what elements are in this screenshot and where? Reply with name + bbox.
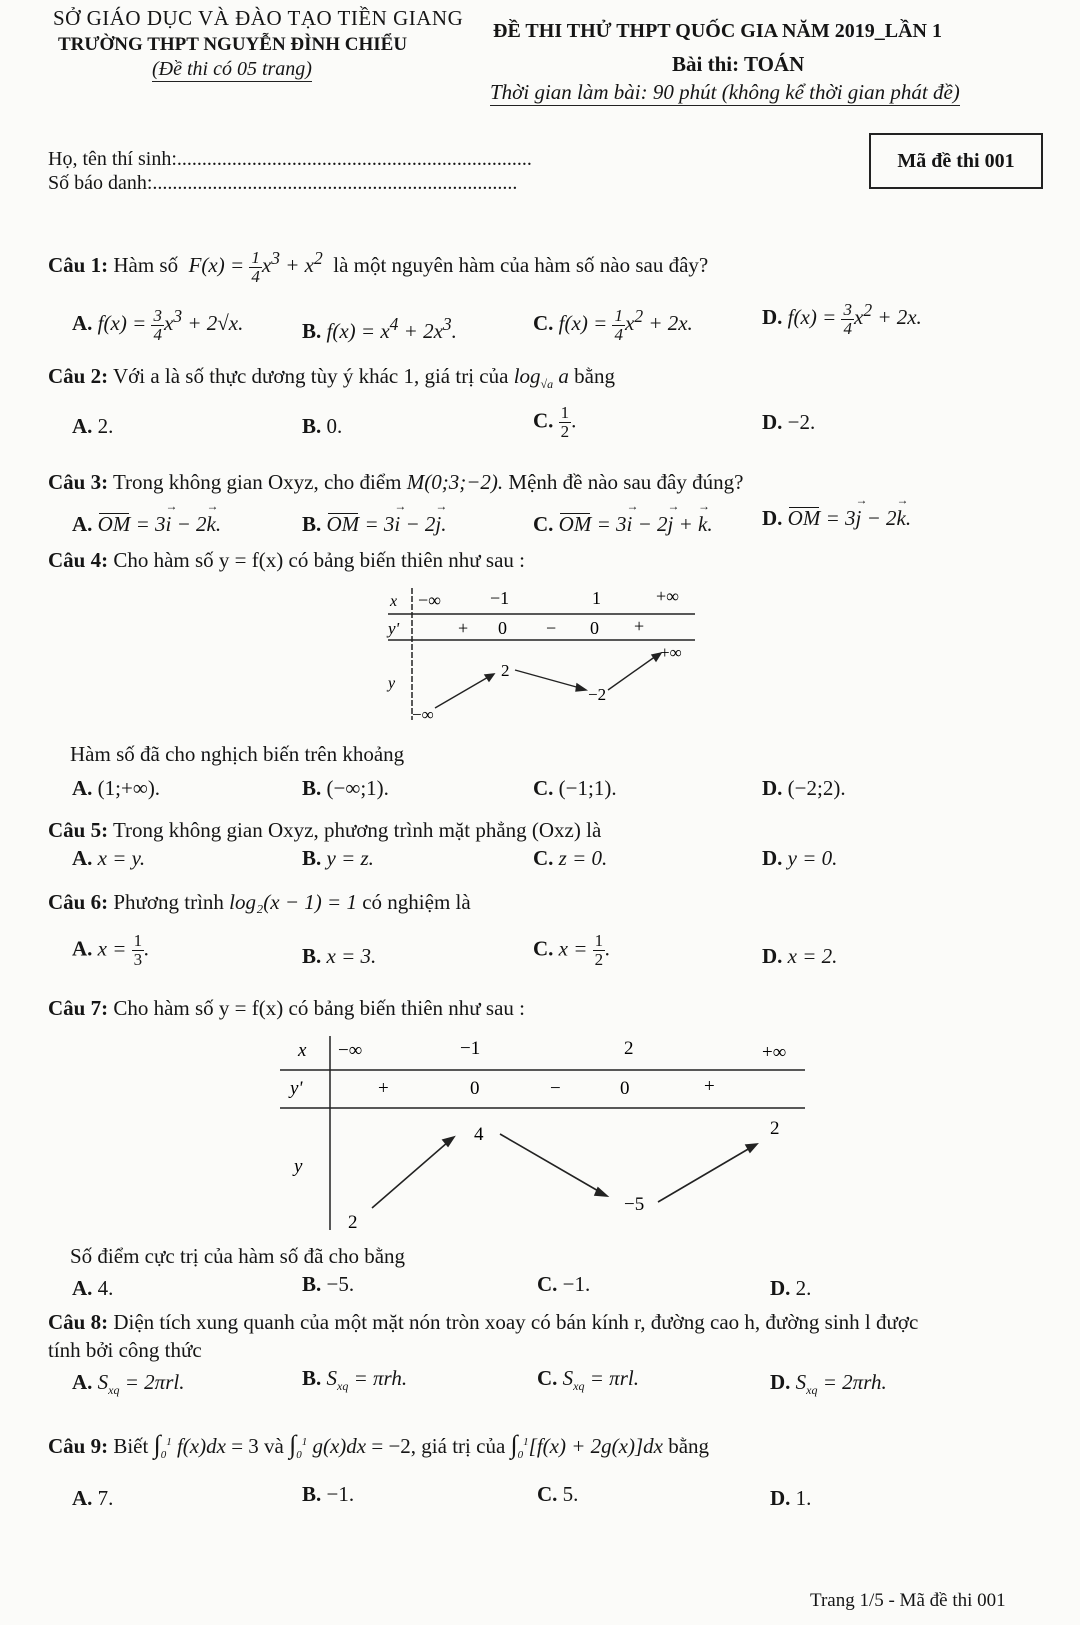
bbt-y-header: y bbox=[388, 675, 396, 692]
q9-option-b[interactable]: B. −1. bbox=[302, 1482, 355, 1506]
bbt-x-value: 1 bbox=[592, 588, 601, 608]
bbt-x-header: x bbox=[298, 1040, 307, 1061]
question-text: là một nguyên hàm của hàm số nào sau đây? bbox=[333, 253, 709, 277]
bbt-yp-header: y' bbox=[290, 1078, 303, 1099]
question-8-cont: tính bởi công thức bbox=[48, 1338, 202, 1362]
bbt-x-value: −1 bbox=[490, 588, 510, 608]
bbt-yp-zero: 0 bbox=[470, 1078, 480, 1099]
bbt-yp-zero: 0 bbox=[498, 618, 507, 638]
question-3: Câu 3: Trong không gian Oxyz, cho điểm M(0;3;−2). Mệnh đề nào sau đây đúng? bbox=[48, 470, 744, 494]
question-2: Câu 2: Với a là số thực dương tùy ý khác 1, giá trị của $\log_{√a} a$ bằng bbox=[48, 364, 615, 392]
q2-option-c[interactable]: C. $\frac{1}{2}$ . bbox=[533, 403, 577, 441]
q8-option-c[interactable]: C. $S_{xq} = \pi rl$. bbox=[537, 1366, 639, 1394]
variation-table-q4 bbox=[380, 582, 720, 730]
q1-option-b[interactable]: B. $f(x) = x^4 + 2x^3$. bbox=[302, 314, 457, 343]
page-footer: Trang 1/5 - Mã đề thi 001 bbox=[810, 1590, 1006, 1611]
q6-option-c[interactable]: C. x = $\frac{1}{2}$ . bbox=[533, 931, 611, 969]
variation-table-q7 bbox=[280, 1030, 810, 1235]
bbt-y-value: 4 bbox=[474, 1124, 484, 1145]
question-4: Câu 4: Cho hàm số y = f(x) có bảng biến thiên như sau : bbox=[48, 548, 525, 572]
question-5: Câu 5: Trong không gian Oxyz, phương trình mặt phẳng (Oxz) là bbox=[48, 818, 602, 842]
q1-option-a[interactable]: A. f(x) = $\frac{3}{4}$ $x^3 + 2√x$. bbox=[72, 305, 244, 344]
q6-option-a[interactable]: A. x = $\frac{1}{3}$ . bbox=[72, 931, 150, 969]
q4-option-c[interactable]: C. (−1;1). bbox=[533, 776, 617, 800]
q2-option-a[interactable]: A. 2. bbox=[72, 414, 114, 438]
bbt-x-value: +∞ bbox=[762, 1042, 787, 1063]
school-name: TRƯỜNG THPT NGUYỄN ĐÌNH CHIỂU bbox=[58, 34, 408, 55]
candidate-id-field: Số báo danh:......................................................................... bbox=[48, 172, 518, 194]
q8-option-a[interactable]: A. $S_{xq} = 2\pi rl$. bbox=[72, 1370, 185, 1398]
q7-option-a[interactable]: A. 4. bbox=[72, 1276, 114, 1300]
q7-option-d[interactable]: D. 2. bbox=[770, 1276, 812, 1300]
question-9: Câu 9: Biết $\int_0^1$ f(x)dx = 3 và $\int_0^1$ g(x)dx = −2, giá trị của $\int_0^1[f(x) + 2g(x)]dx$ bằng bbox=[48, 1430, 710, 1462]
q5-option-c[interactable]: C. z = 0. bbox=[533, 846, 608, 870]
exam-title: ĐỀ THI THỬ THPT QUỐC GIA NĂM 2019_LẦN 1 bbox=[493, 20, 942, 42]
formula: F(x) = $\frac{1}{4}$ $x^3 + x^2$ bbox=[183, 247, 323, 286]
bbt-yp-zero: 0 bbox=[590, 618, 599, 638]
bbt-yp-sign: + bbox=[458, 618, 469, 638]
candidate-name-field: Họ, tên thí sinh:....................................................................... bbox=[48, 148, 532, 170]
q9-option-c[interactable]: C. 5. bbox=[537, 1482, 579, 1506]
duration: Thời gian làm bài: 90 phút (không kể thời gian phát đề) bbox=[490, 80, 960, 104]
q6-option-b[interactable]: B. x = 3. bbox=[302, 944, 377, 968]
bbt-y-value: +∞ bbox=[660, 643, 682, 662]
q5-option-a[interactable]: A. x = y. bbox=[72, 846, 146, 870]
q6-option-d[interactable]: D. x = 2. bbox=[762, 944, 838, 968]
question-label: Câu 1: bbox=[48, 253, 109, 277]
question-6: Câu 6: Phương trình log₂(x − 1) = 1 có nghiệm là bbox=[48, 890, 471, 914]
bbt-y-value: −2 bbox=[588, 685, 607, 704]
q5-option-b[interactable]: B. y = z. bbox=[302, 846, 374, 870]
pages-note: (Đề thi có 05 trang) bbox=[152, 58, 312, 80]
department: SỞ GIÁO DỤC VÀ ĐÀO TẠO TIỀN GIANG bbox=[53, 6, 464, 30]
bbt-yp-sign: − bbox=[550, 1078, 561, 1099]
bbt-x-value: −∞ bbox=[418, 590, 441, 610]
bbt-yp-zero: 0 bbox=[620, 1078, 630, 1099]
q4-prompt: Hàm số đã cho nghịch biến trên khoảng bbox=[70, 742, 405, 766]
bbt-x-value: −∞ bbox=[338, 1040, 363, 1061]
question-7: Câu 7: Cho hàm số y = f(x) có bảng biến thiên như sau : bbox=[48, 996, 525, 1020]
bbt-x-value: 2 bbox=[624, 1038, 634, 1059]
bbt-yp-sign: + bbox=[704, 1076, 715, 1097]
bbt-yp-sign: + bbox=[378, 1078, 389, 1099]
bbt-y-value: 2 bbox=[770, 1118, 780, 1139]
q9-option-a[interactable]: A. 7. bbox=[72, 1486, 114, 1510]
question-1 bbox=[48, 248, 708, 286]
q3-option-d[interactable]: D. OM = 3→ j − 2→ k. bbox=[762, 506, 911, 531]
q7-option-c[interactable]: C. −1. bbox=[537, 1272, 591, 1296]
q2-option-b[interactable]: B. 0. bbox=[302, 414, 343, 438]
bbt-y-value: 2 bbox=[501, 661, 510, 680]
q4-option-a[interactable]: A. (1;+∞). bbox=[72, 776, 161, 800]
q1-option-c[interactable]: C. f(x) = $\frac{1}{4}$ $x^2 + 2x$. bbox=[533, 305, 693, 344]
q7-option-b[interactable]: B. −5. bbox=[302, 1272, 355, 1296]
question-8: Câu 8: Diện tích xung quanh của một mặt nón tròn xoay có bán kính r, đường cao h, đường sinh l được bbox=[48, 1310, 919, 1334]
bbt-yp-sign: + bbox=[634, 616, 645, 636]
bbt-yp-header: y' bbox=[388, 619, 400, 638]
bbt-x-value: +∞ bbox=[656, 586, 679, 606]
q3-option-b[interactable]: B. OM = 3→ i − 2→ j. bbox=[302, 512, 446, 537]
exam-code-box: Mã đề thi 001 bbox=[869, 133, 1043, 189]
q1-option-d[interactable]: D. f(x) = $\frac{3}{4}$ $x^2 + 2x$. bbox=[762, 299, 922, 338]
q5-option-d[interactable]: D. y = 0. bbox=[762, 846, 838, 870]
bbt-yp-sign: − bbox=[546, 618, 557, 638]
bbt-x-header: x bbox=[390, 593, 398, 610]
bbt-x-value: −1 bbox=[460, 1038, 481, 1059]
q8-option-d[interactable]: D. $S_{xq} = 2\pi rh$. bbox=[770, 1370, 887, 1398]
q4-option-d[interactable]: D. (−2;2). bbox=[762, 776, 846, 800]
bbt-y-value: 2 bbox=[348, 1212, 358, 1233]
bbt-y-value: −5 bbox=[624, 1194, 645, 1215]
q7-prompt: Số điểm cực trị của hàm số đã cho bằng bbox=[70, 1244, 406, 1268]
q9-option-d[interactable]: D. 1. bbox=[770, 1486, 812, 1510]
bbt-y-header: y bbox=[294, 1156, 303, 1177]
question-text: Hàm số bbox=[113, 253, 179, 277]
q4-option-b[interactable]: B. (−∞;1). bbox=[302, 776, 389, 800]
q2-option-d[interactable]: D. −2. bbox=[762, 410, 816, 434]
subject: Bài thi: TOÁN bbox=[672, 52, 805, 76]
bbt-y-value: −∞ bbox=[412, 705, 434, 724]
q8-option-b[interactable]: B. $S_{xq} = \pi rh$. bbox=[302, 1366, 408, 1394]
q3-option-c[interactable]: C. OM = 3→ i − 2→ j + → k. bbox=[533, 512, 713, 537]
q3-option-a[interactable]: A. OM = 3→ i − 2→ k. bbox=[72, 512, 221, 537]
